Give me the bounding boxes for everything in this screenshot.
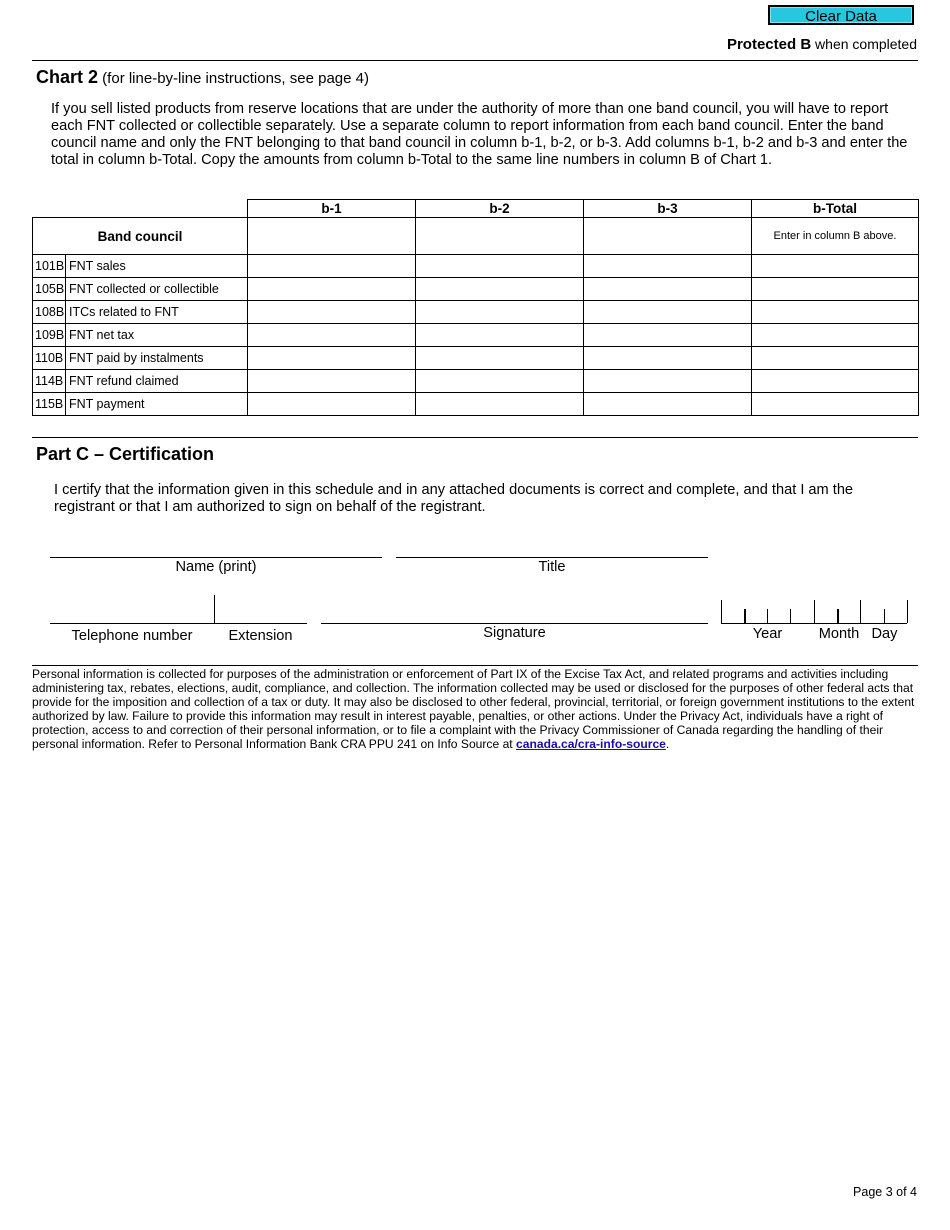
b2-input[interactable]: [416, 255, 584, 278]
b1-input[interactable]: [248, 324, 416, 347]
privacy-notice: [32, 667, 918, 751]
line-code: 105B: [33, 278, 66, 301]
privacy-end: .: [665, 737, 670, 751]
b3-input[interactable]: [584, 370, 752, 393]
b3-input[interactable]: [584, 324, 752, 347]
title-caption: Title: [538, 559, 566, 575]
table-row: [33, 301, 919, 324]
table-row: [33, 255, 919, 278]
line-label: FNT paid by instalments: [66, 347, 248, 370]
b1-input[interactable]: [248, 301, 416, 324]
b2-input[interactable]: [416, 324, 584, 347]
title-line[interactable]: [396, 557, 708, 558]
b3-input[interactable]: [584, 347, 752, 370]
protected-notice: [727, 36, 917, 53]
certification-statement: I certify that the information given in this schedule and in any attached documents is correct and complete, and that I am the registrant or that I am authorized to sign on behalf of the registrant.: [54, 482, 854, 515]
line-code: 110B: [33, 347, 66, 370]
date-tick: [860, 600, 861, 623]
col-b2-header: b-2: [416, 200, 584, 218]
table-row: [33, 278, 919, 301]
extension-separator: [214, 595, 215, 623]
date-tick: [790, 609, 791, 623]
chart2-table: [32, 199, 919, 416]
b2-input[interactable]: [416, 393, 584, 416]
line-code: 109B: [33, 324, 66, 347]
info-source-link[interactable]: canada.ca/cra-info-source: [516, 737, 666, 751]
b1-input[interactable]: [248, 347, 416, 370]
b2-input[interactable]: [416, 301, 584, 324]
line-label: FNT collected or collectible: [66, 278, 248, 301]
line-label: ITCs related to FNT: [66, 301, 248, 324]
header-blank: [33, 200, 248, 218]
privacy-divider: [32, 665, 918, 666]
chart2-title-text: Chart 2: [36, 67, 99, 87]
part-c-title: Part C – Certification: [36, 444, 215, 464]
table-row: [33, 370, 919, 393]
signature-line[interactable]: [321, 623, 708, 624]
col-btotal-header: b-Total: [752, 200, 919, 218]
year-caption: Year: [752, 626, 783, 642]
clear-data-button[interactable]: Clear Data: [768, 5, 914, 25]
b3-input[interactable]: [584, 255, 752, 278]
date-tick: [884, 609, 885, 623]
line-label: FNT sales: [66, 255, 248, 278]
privacy-text: Personal information is collected for purposes of the administration or enforcement of Part IX of the Excise Tax Act, and related programs and activities including administering tax, rebates, elections, audit, compliance, and collection. The information collected may be used or disclosed for the purposes of other federal acts that provide for the imposition and collection of a tax or duty. It may also be disclosed to other federal, provincial, territorial, or foreign government institutions to the extent authorized by law. Failure to provide this information may result in interest payable, penalties, or other actions. Under the Privacy Act, individuals have a right of protection, access to and correction of their personal information, or to file a complaint with the Privacy Commissioner of Canada regarding the handling of their personal information. Refer to Personal Information Bank CRA PPU 241 on Info Source at: [32, 667, 915, 751]
line-label: FNT payment: [66, 393, 248, 416]
page-number: Page 3 of 4: [853, 1185, 917, 1199]
b3-input[interactable]: [584, 301, 752, 324]
table-row: [33, 347, 919, 370]
telephone-line[interactable]: [50, 623, 214, 624]
btotal-field[interactable]: [752, 370, 919, 393]
name-caption: Name (print): [175, 559, 257, 575]
date-tick: [814, 600, 815, 623]
date-tick: [721, 600, 722, 623]
band-council-b2-field[interactable]: [416, 218, 584, 255]
band-council-total-note: Enter in column B above.: [752, 218, 919, 255]
band-council-b1-field[interactable]: [248, 218, 416, 255]
btotal-field[interactable]: [752, 255, 919, 278]
line-label: FNT refund claimed: [66, 370, 248, 393]
date-tick: [837, 609, 839, 623]
month-caption: Month: [818, 626, 860, 642]
b2-input[interactable]: [416, 370, 584, 393]
telephone-caption: Telephone number: [71, 628, 193, 644]
btotal-field[interactable]: [752, 393, 919, 416]
line-code: 101B: [33, 255, 66, 278]
b1-input[interactable]: [248, 255, 416, 278]
btotal-field[interactable]: [752, 301, 919, 324]
line-code: 115B: [33, 393, 66, 416]
btotal-field[interactable]: [752, 347, 919, 370]
chart2-instructions: If you sell listed products from reserve locations that are under the authority of more than one band council, you will have to report each FNT collected or collectible separately. Use a separate column to report information from each band council. Enter the band council name and only the FNT belonging to that band council in column b-1, b-2, or b-3. Add columns b-1, b-2 and b-3 and enter the total in column b-Total. Copy the amounts from column b-Total to the same line numbers in column B of Chart 1.: [51, 101, 908, 168]
date-baseline: [721, 623, 907, 624]
date-tick: [907, 600, 908, 623]
btotal-field[interactable]: [752, 278, 919, 301]
protected-label: Protected B: [726, 36, 812, 53]
extension-line[interactable]: [214, 623, 307, 624]
name-line[interactable]: [50, 557, 382, 558]
day-caption: Day: [871, 626, 898, 642]
date-tick: [744, 609, 746, 623]
b3-input[interactable]: [584, 278, 752, 301]
line-code: 108B: [33, 301, 66, 324]
chart2-subtitle: (for line-by-line instructions, see page 4): [98, 70, 369, 87]
band-council-label: Band council: [33, 218, 248, 255]
signature-caption: Signature: [483, 625, 546, 641]
table-row: [33, 324, 919, 347]
b1-input[interactable]: [248, 393, 416, 416]
line-label: FNT net tax: [66, 324, 248, 347]
b3-input[interactable]: [584, 393, 752, 416]
b2-input[interactable]: [416, 347, 584, 370]
part-c-divider: [32, 437, 918, 438]
band-council-row: [33, 218, 919, 255]
extension-caption: Extension: [228, 628, 293, 644]
header-divider: [32, 60, 918, 61]
col-b3-header: b-3: [584, 200, 752, 218]
protected-suffix: when completed: [811, 36, 917, 52]
date-tick: [767, 609, 768, 623]
chart2-header-row: [33, 200, 919, 218]
btotal-field[interactable]: [752, 324, 919, 347]
b1-input[interactable]: [248, 370, 416, 393]
col-b1-header: b-1: [248, 200, 416, 218]
b1-input[interactable]: [248, 278, 416, 301]
line-code: 114B: [33, 370, 66, 393]
band-council-b3-field[interactable]: [584, 218, 752, 255]
table-row: [33, 393, 919, 416]
b2-input[interactable]: [416, 278, 584, 301]
chart2-title: [36, 67, 369, 88]
